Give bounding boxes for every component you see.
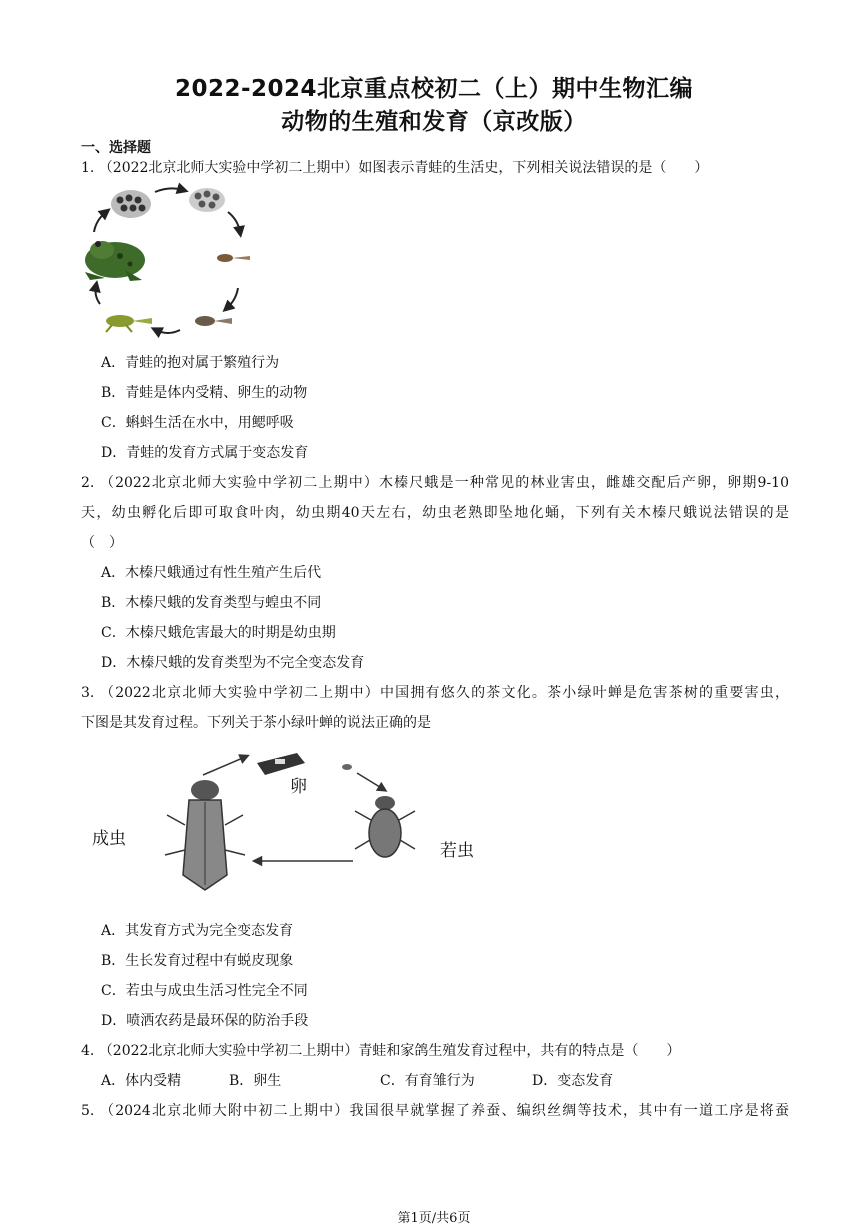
q2-stem-line-3: （ ） bbox=[81, 535, 123, 551]
adult-frog-icon bbox=[85, 241, 145, 281]
label-adult: 成虫 bbox=[92, 829, 126, 849]
section-heading: 一、选择题 bbox=[81, 140, 151, 156]
q3-stem-line-1: 3. （2022北京北师大实验中学初二上期中）中国拥有悠久的茶文化。茶小绿叶蝉是危害茶树的重要害虫， bbox=[81, 685, 789, 701]
arrow-adult-to-egg bbox=[203, 757, 245, 775]
developing-eggs-icon bbox=[189, 188, 225, 212]
title-line-1: 2022-2024北京重点校初二（上）期中生物汇编 bbox=[174, 76, 694, 102]
label-nymph: 若虫 bbox=[440, 841, 474, 861]
q4-option-d: D．变态发育 bbox=[532, 1073, 614, 1089]
q1-option-b: B．青蛙是体内受精、卵生的动物 bbox=[101, 385, 308, 401]
frog-eggs-icon bbox=[111, 190, 151, 218]
q2-stem-line-1: 2. （2022北京北师大实验中学初二上期中）木榛尺蛾是一种常见的林业害虫，雌雄交配后产卵，卵期9-10 bbox=[81, 475, 789, 491]
label-egg: 卵 bbox=[290, 777, 307, 797]
q4-stem: 4. （2022北京北师大实验中学初二上期中）青蛙和家鸽生殖发育过程中，共有的特点是（ ） bbox=[81, 1043, 681, 1059]
q4-option-a: A．体内受精 bbox=[101, 1073, 182, 1089]
tadpole-with-legs-icon bbox=[195, 316, 232, 326]
adult-leafhopper-icon bbox=[165, 780, 245, 890]
leafhopper-development-figure bbox=[85, 745, 495, 895]
q4-option-c: C．有育雏行为 bbox=[380, 1073, 475, 1089]
q3-option-c: C．若虫与成虫生活习性完全不同 bbox=[101, 983, 308, 999]
q3-option-a: A．其发育方式为完全变态发育 bbox=[101, 923, 294, 939]
q2-option-b: B．木榛尺蛾的发育类型与蝗虫不同 bbox=[101, 595, 322, 611]
q3-stem-line-2: 下图是其发育过程。下列关于茶小绿叶蝉的说法正确的是 bbox=[81, 715, 431, 731]
q1-option-d: D．青蛙的发育方式属于变态发育 bbox=[101, 445, 309, 461]
q5-stem: 5. （2024北京北师大附中初二上期中）我国很早就掌握了养蚕、编织丝绸等技术，其中有一道工序是将蚕 bbox=[81, 1103, 789, 1119]
froglet-icon bbox=[106, 315, 152, 332]
q2-option-a: A．木榛尺蛾通过有性生殖产生后代 bbox=[101, 565, 322, 581]
q1-stem: 1. （2022北京北师大实验中学初二上期中）如图表示青蛙的生活史，下列相关说法错误的是（ ） bbox=[81, 160, 709, 176]
q3-option-d: D．喷洒农药是最环保的防治手段 bbox=[101, 1013, 309, 1029]
frog-life-cycle-figure bbox=[80, 180, 255, 340]
q3-option-b: B．生长发育过程中有蜕皮现象 bbox=[101, 953, 294, 969]
page-footer: 第1页/共6页 bbox=[397, 1211, 471, 1226]
q2-stem-line-2: 天，幼虫孵化后即可取食叶肉，幼虫期40天左右，幼虫老熟即坠地化蛹，下列有关木榛尺蛾说法错误的是 bbox=[81, 505, 789, 521]
arrow-egg-to-nymph bbox=[357, 773, 383, 789]
q1-option-a: A．青蛙的抱对属于繁殖行为 bbox=[101, 355, 280, 371]
q4-options-row bbox=[101, 1070, 613, 1090]
q2-option-d: D．木榛尺蛾的发育类型为不完全变态发育 bbox=[101, 655, 365, 671]
q1-option-c: C．蝌蚪生活在水中，用鳃呼吸 bbox=[101, 415, 294, 431]
nymph-icon bbox=[355, 796, 415, 857]
tadpole-icon bbox=[217, 254, 250, 262]
q4-option-b: B．卵生 bbox=[229, 1073, 282, 1089]
q2-option-c: C．木榛尺蛾危害最大的时期是幼虫期 bbox=[101, 625, 336, 641]
title-line-2: 动物的生殖和发育（京改版） bbox=[281, 109, 587, 135]
